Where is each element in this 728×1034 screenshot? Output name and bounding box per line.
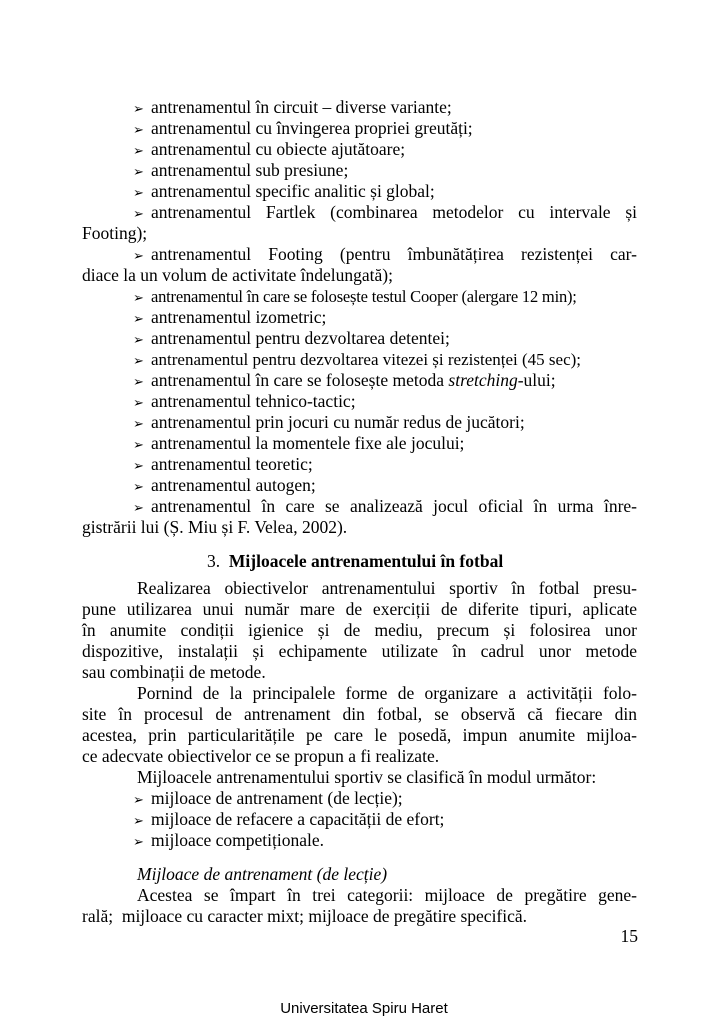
list-item: ➢ mijloace de refacere a capacității de efort; xyxy=(133,809,444,832)
arrow-bullet-icon: ➢ xyxy=(133,123,144,138)
arrow-bullet-icon: ➢ xyxy=(133,354,144,369)
list-item: ➢ antrenamentul pentru dezvoltarea vitezei și rezistenței (45 sec); xyxy=(133,349,581,372)
arrow-bullet-icon: ➢ xyxy=(133,249,144,264)
arrow-bullet-icon: ➢ xyxy=(133,480,144,495)
arrow-bullet-icon: ➢ xyxy=(133,396,144,411)
arrow-bullet-icon: ➢ xyxy=(133,207,144,222)
arrow-bullet-icon: ➢ xyxy=(133,333,144,348)
arrow-bullet-icon: ➢ xyxy=(133,417,144,432)
section-heading: 3. Mijloacele antrenamentului în fotbal xyxy=(207,551,504,571)
arrow-bullet-icon: ➢ xyxy=(133,102,144,117)
list-item-fartlek-cont: Footing); xyxy=(82,223,148,243)
list-item: ➢ mijloace competiționale. xyxy=(133,830,324,853)
arrow-bullet-icon: ➢ xyxy=(133,501,144,516)
paragraph-line: sau combinații de metode. xyxy=(82,662,266,682)
arrow-bullet-icon: ➢ xyxy=(133,186,144,201)
list-item: ➢ antrenamentul sub presiune; xyxy=(133,160,348,183)
paragraph-line: ce adecvate obiectivelor ce se propun a fi realizate. xyxy=(82,746,440,766)
list-item: ➢ antrenamentul în care se folosește testul Cooper (alergare 12 min); xyxy=(133,286,577,309)
arrow-bullet-icon: ➢ xyxy=(133,438,144,453)
list-item: ➢ antrenamentul pentru dezvoltarea detentei; xyxy=(133,328,450,351)
list-item: ➢ antrenamentul prin jocuri cu număr redus de jucători; xyxy=(133,412,525,435)
list-item: ➢ antrenamentul specific analitic și global; xyxy=(133,181,435,204)
paragraph-line: Acestea se împart în trei categorii: mijloace de pregătire gene- xyxy=(137,885,637,905)
list-item: ➢ antrenamentul la momentele fixe ale jocului; xyxy=(133,433,464,456)
list-item: ➢ antrenamentul cu obiecte ajutătoare; xyxy=(133,139,405,162)
arrow-bullet-icon: ➢ xyxy=(133,835,144,850)
list-item-stretching: ➢ antrenamentul în care se folosește metoda stretching-ului; xyxy=(133,370,556,393)
list-item: ➢ antrenamentul în circuit – diverse variante; xyxy=(133,97,452,120)
arrow-bullet-icon: ➢ xyxy=(133,165,144,180)
list-item-footing-cont: diace la un volum de activitate îndelungată); xyxy=(82,265,393,285)
list-item-oficial: ➢ antrenamentul în care se analizează jocul oficial în urma înre- xyxy=(133,496,637,519)
paragraph-line: pune utilizarea unui număr mare de exerciții de diferite tipuri, aplicate xyxy=(82,599,637,619)
paragraph-line: rală; mijloace cu caracter mixt; mijloace de pregătire specifică. xyxy=(82,906,528,926)
list-item: ➢ antrenamentul cu învingerea propriei greutăți; xyxy=(133,118,473,141)
arrow-bullet-icon: ➢ xyxy=(133,375,144,390)
list-item: ➢ antrenamentul izometric; xyxy=(133,307,326,330)
subheading: Mijloace de antrenament (de lecție) xyxy=(137,864,388,884)
list-item: ➢ antrenamentul teoretic; xyxy=(133,454,313,477)
arrow-bullet-icon: ➢ xyxy=(133,793,144,808)
list-item: ➢ antrenamentul tehnico-tactic; xyxy=(133,391,356,414)
paragraph-line: site în procesul de antrenament din fotbal, se observă că fiecare din xyxy=(82,704,637,724)
footer: Universitatea Spiru Haret xyxy=(280,1000,448,1017)
paragraph-line: Pornind de la principalele forme de organizare a activității folo- xyxy=(137,683,637,703)
list-item: ➢ mijloace de antrenament (de lecție); xyxy=(133,788,403,811)
list-item-fartlek: ➢ antrenamentul Fartlek (combinarea metodelor cu intervale și xyxy=(133,202,637,225)
list-item: ➢ antrenamentul autogen; xyxy=(133,475,316,498)
page-number: 15 xyxy=(620,926,638,946)
paragraph-line: acestea, prin particularitățile pe care le posedă, impun anumite mijloa- xyxy=(82,725,637,745)
arrow-bullet-icon: ➢ xyxy=(133,814,144,829)
arrow-bullet-icon: ➢ xyxy=(133,144,144,159)
paragraph-line: Realizarea obiectivelor antrenamentului sportiv în fotbal presu- xyxy=(137,578,637,598)
paragraph-line: Mijloacele antrenamentului sportiv se clasifică în modul următor: xyxy=(137,767,597,787)
paragraph-line: în anumite condiții igienice și de mediu, precum și folosirea unor xyxy=(82,620,637,640)
list-item-footing: ➢ antrenamentul Footing (pentru îmbunătățirea rezistenței car- xyxy=(133,244,637,267)
arrow-bullet-icon: ➢ xyxy=(133,459,144,474)
arrow-bullet-icon: ➢ xyxy=(133,312,144,327)
paragraph-line: dispozitive, instalații și echipamente utilizate în cadrul unor metode xyxy=(82,641,637,661)
arrow-bullet-icon: ➢ xyxy=(133,291,144,306)
list-item-oficial-cont: gistrării lui (Ș. Miu și F. Velea, 2002). xyxy=(82,517,348,537)
